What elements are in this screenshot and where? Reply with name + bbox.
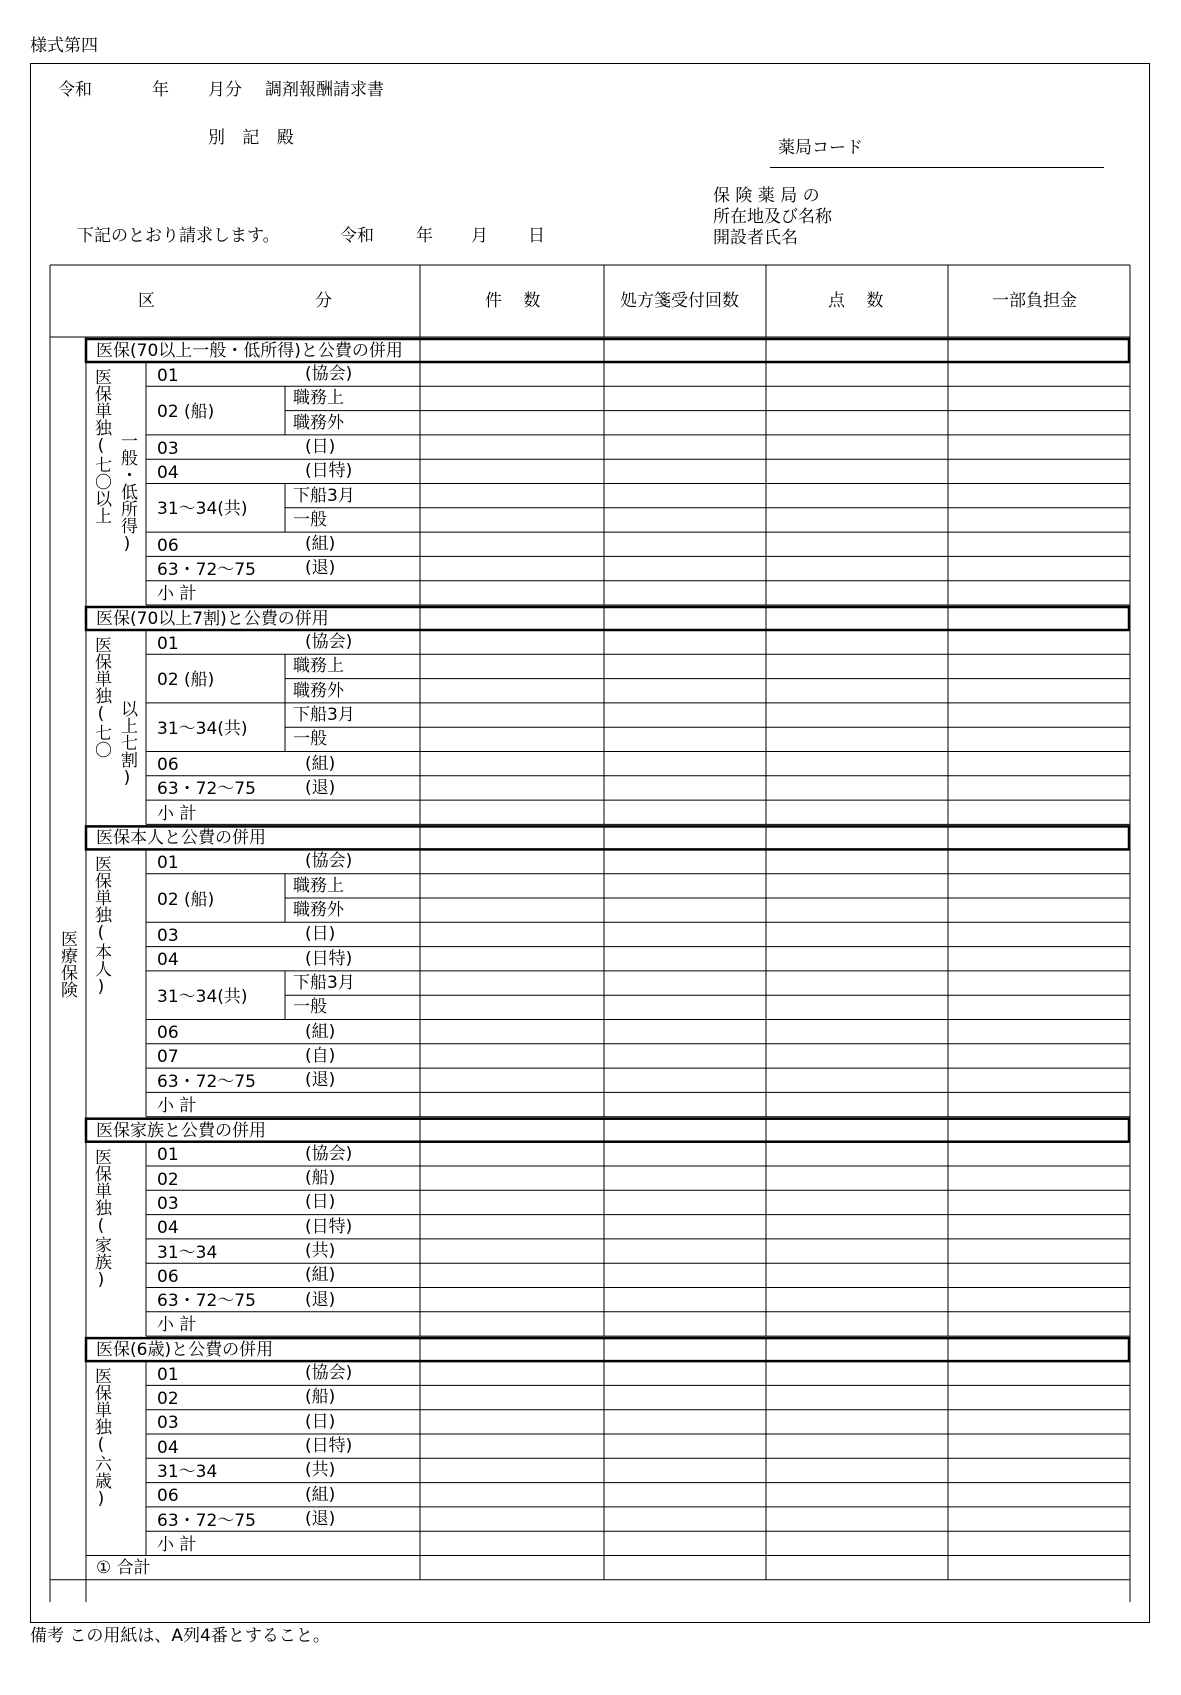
row-insurer: (日): [305, 1192, 336, 1213]
row-code: 31～34: [157, 1242, 218, 1263]
footer-note: 備考 この用紙は、A列4番とすること。: [30, 1626, 330, 1646]
row-code: 小 計: [157, 1315, 197, 1336]
row-code: 01: [157, 1145, 179, 1166]
row-code: 63・72～75: [157, 1510, 256, 1531]
section-vertical-label: 以上七割): [117, 700, 137, 788]
row-code: 03: [157, 1413, 179, 1434]
row-sub-label: 一般: [293, 729, 327, 750]
row-insurer: (協会): [305, 632, 353, 652]
row-insurer: (協会): [305, 1143, 353, 1164]
row-code: 02: [157, 1169, 179, 1190]
row-sub-label: 下船3月: [293, 704, 355, 725]
row-code: 小 計: [157, 803, 197, 824]
row-code: 31～34(共): [157, 986, 248, 1007]
form-id: 様式第四: [30, 36, 98, 56]
row-insurer: (日特): [305, 461, 353, 482]
row-code: 07: [157, 1047, 179, 1068]
row-code: 01: [157, 633, 179, 654]
row-sub-label: 職務外: [293, 680, 344, 701]
row-insurer: (日): [305, 924, 336, 945]
row-insurer: (自): [305, 1045, 336, 1066]
row-code: 02 (船): [157, 402, 215, 423]
section-header-label: 医保(70以上7割)と公費の併用: [96, 609, 329, 629]
row-sub-label: 職務外: [293, 900, 344, 920]
section-vertical-label: 医保単独(七〇: [91, 636, 111, 758]
section-vertical-label: 医保単独(七〇以上: [91, 368, 111, 524]
row-code: 02 (船): [157, 889, 215, 910]
row-code: 63・72～75: [157, 1291, 256, 1312]
column-header-kubun: 区: [138, 291, 155, 311]
request-text: 下記のとおり請求します。: [77, 226, 280, 246]
pharmacy-info-line1: 保 険 薬 局 の: [713, 186, 820, 206]
row-sub-label: 下船3月: [293, 972, 355, 993]
row-insurer: (退): [305, 777, 336, 798]
section-header-label: 医保本人と公費の併用: [96, 828, 266, 849]
row-sub-label: 下船3月: [293, 485, 355, 506]
addressee: 別 記 殿: [208, 128, 300, 148]
row-code: 小 計: [157, 584, 197, 605]
row-code: 04: [157, 1437, 179, 1458]
row-code: 63・72～75: [157, 560, 256, 581]
row-code: 小 計: [157, 1096, 197, 1117]
row-insurer: (協会): [305, 364, 353, 384]
total-label: ① 合計: [96, 1557, 151, 1578]
row-insurer: (退): [305, 558, 336, 579]
date-year: 年: [416, 226, 433, 246]
row-insurer: (船): [305, 1387, 336, 1408]
column-header-kubun: 分: [315, 291, 332, 311]
outer-vertical-label: 医療保険: [57, 930, 77, 998]
row-insurer: (日特): [305, 948, 353, 969]
row-code: 小 計: [157, 1534, 197, 1555]
section-vertical-label: 医保単独(六歳): [91, 1367, 111, 1510]
row-insurer: (組): [305, 534, 336, 555]
row-insurer: (組): [305, 753, 336, 774]
row-code: 01: [157, 853, 179, 874]
row-code: 06: [157, 755, 179, 776]
row-code: 01: [157, 365, 179, 386]
row-code: 63・72～75: [157, 779, 256, 800]
row-code: 02 (船): [157, 670, 215, 691]
row-insurer: (退): [305, 1070, 336, 1091]
section-vertical-label: 一般・低所得): [117, 432, 137, 554]
row-insurer: (共): [305, 1460, 336, 1481]
row-code: 03: [157, 1193, 179, 1214]
row-code: 31～34(共): [157, 499, 248, 520]
column-header-prescriptions: 処方箋受付回数: [620, 291, 739, 311]
row-code: 06: [157, 1486, 179, 1507]
row-sub-label: 職務上: [293, 656, 344, 677]
pharmacy-info-line3: 開設者氏名: [713, 228, 798, 248]
row-insurer: (日特): [305, 1436, 353, 1456]
section-vertical-label: 医保単独(本人): [91, 855, 111, 998]
row-sub-label: 一般: [293, 509, 327, 530]
row-code: 31～34: [157, 1461, 218, 1482]
row-code: 01: [157, 1364, 179, 1385]
row-insurer: (組): [305, 1265, 336, 1286]
row-insurer: (退): [305, 1508, 336, 1529]
row-insurer: (協会): [305, 1363, 353, 1384]
row-sub-label: 一般: [293, 997, 327, 1018]
column-header-kensu: 件 数: [485, 291, 549, 311]
column-header-points: 点 数: [828, 291, 892, 311]
row-insurer: (日特): [305, 1216, 353, 1237]
section-header-label: 医保(70以上一般・低所得)と公費の併用: [96, 341, 403, 361]
row-code: 03: [157, 438, 179, 459]
row-code: 04: [157, 950, 179, 971]
pharmacy-info-line2: 所在地及び名称: [713, 207, 832, 227]
row-insurer: (日): [305, 1411, 336, 1432]
row-code: 02: [157, 1389, 179, 1410]
date-era: 令和: [340, 226, 374, 246]
row-code: 63・72～75: [157, 1071, 256, 1092]
section-vertical-label: 医保単独(家族): [91, 1147, 111, 1290]
row-code: 06: [157, 1266, 179, 1287]
row-sub-label: 職務外: [293, 412, 344, 433]
row-code: 04: [157, 462, 179, 483]
row-sub-label: 職務上: [293, 875, 344, 896]
column-header-copay: 一部負担金: [992, 291, 1077, 311]
pharmacy-code-label: 薬局コード: [778, 138, 863, 158]
row-insurer: (組): [305, 1021, 336, 1042]
date-day: 日: [528, 226, 545, 246]
row-insurer: (船): [305, 1168, 336, 1188]
era-label: 令和: [58, 80, 92, 100]
row-code: 03: [157, 925, 179, 946]
month-label: 月分: [208, 80, 242, 100]
page-title: 調剤報酬請求書: [265, 80, 384, 100]
row-insurer: (協会): [305, 851, 353, 872]
row-insurer: (日): [305, 436, 336, 457]
row-code: 04: [157, 1218, 179, 1239]
year-label: 年: [152, 80, 169, 100]
section-header-label: 医保家族と公費の併用: [96, 1120, 266, 1141]
row-code: 06: [157, 535, 179, 556]
row-insurer: (組): [305, 1484, 336, 1505]
row-insurer: (退): [305, 1289, 336, 1310]
date-month: 月: [471, 226, 488, 246]
section-header-label: 医保(6歳)と公費の併用: [96, 1340, 274, 1361]
row-insurer: (共): [305, 1240, 336, 1261]
row-code: 06: [157, 1023, 179, 1044]
row-code: 31～34(共): [157, 718, 248, 739]
row-sub-label: 職務上: [293, 388, 344, 409]
